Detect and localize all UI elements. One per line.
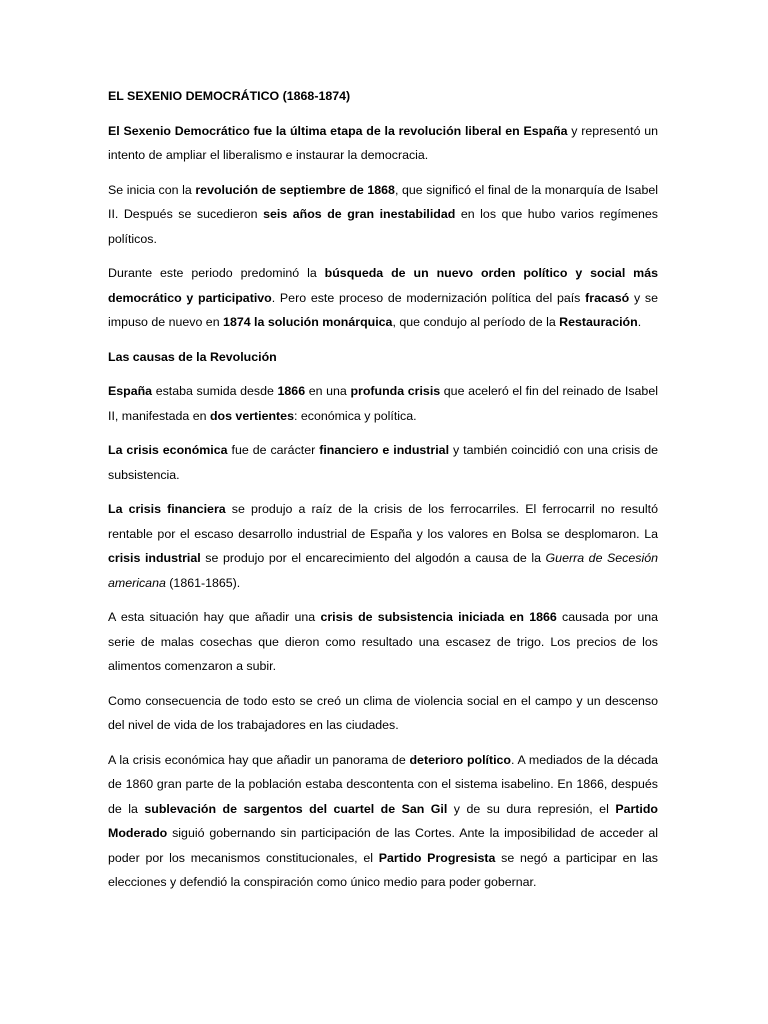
text-run: crisis industrial	[108, 551, 201, 565]
text-run: La crisis financiera	[108, 502, 226, 516]
text-run: en los que hubo varios regímenes políticos.	[108, 207, 658, 246]
text-run: España	[108, 384, 153, 398]
text-run: : económica y política.	[293, 408, 417, 423]
text-run: búsqueda de un nuevo orden político y social más democrático y participativo	[108, 266, 658, 305]
body-paragraph	[108, 119, 658, 168]
text-run: 1874 la solución monárquica	[223, 315, 393, 329]
body-paragraph	[108, 261, 658, 335]
body-paragraph	[108, 379, 658, 428]
body-paragraph	[108, 605, 658, 679]
body-paragraph	[108, 748, 658, 895]
text-run: 1866	[277, 384, 306, 398]
text-run: y de su dura represión, el	[447, 801, 616, 816]
text-run: y también coincidió con una crisis de subsistencia.	[108, 443, 658, 482]
document-page	[108, 84, 658, 905]
text-run: deterioro político	[409, 752, 512, 767]
text-run: Partido Moderado	[108, 801, 658, 840]
text-run: profunda crisis	[350, 384, 441, 398]
text-run: y se impuso de nuevo en	[108, 290, 658, 329]
document-title: EL SEXENIO DEMOCRÁTICO (1868-1874)	[108, 89, 351, 103]
text-run: La crisis económica	[108, 443, 228, 457]
text-run: Se inicia con la	[108, 182, 196, 197]
text-run: A esta situación hay que añadir una	[108, 610, 321, 624]
text-run: fue de carácter	[227, 443, 320, 457]
text-run: Guerra de Secesión americana	[108, 551, 658, 590]
text-run: sublevación de sargentos del cuartel de San Gil	[144, 801, 448, 816]
text-run: Restauración	[559, 315, 638, 329]
body-paragraph	[108, 438, 658, 487]
document-body	[108, 119, 658, 895]
text-run: que aceleró el fin del reinado de Isabel II, manifestada en	[108, 384, 658, 423]
text-run: financiero e industrial	[319, 443, 450, 457]
text-run: Como consecuencia de todo esto se creó un clima de violencia social en el campo y un descenso del nivel de vida de los trabajadores en las ciudades.	[108, 693, 658, 732]
text-run: causada por una serie de malas cosechas que dieron como resultado una escasez de trigo. Los precios de los alimentos comenzaron a subir.	[108, 610, 658, 673]
text-run: . Pero este proceso de modernización política del país	[271, 290, 586, 305]
text-run: A la crisis económica hay que añadir un panorama de	[108, 752, 410, 767]
text-run: Las causas de la Revolución	[108, 349, 277, 364]
text-run: Partido Progresista	[378, 850, 496, 865]
body-paragraph	[108, 497, 658, 595]
text-run: . A mediados de la década de 1860 gran parte de la población estaba descontenta con el sistema isabelino. En 1866, después de la	[108, 752, 658, 816]
text-run: .	[637, 315, 642, 329]
section-heading	[108, 345, 658, 370]
text-run: siguió gobernando sin participación de las Cortes. Ante la imposibilidad de acceder al poder por los mecanismos constitucionales, el	[108, 826, 658, 865]
text-run: (1861-1865).	[165, 575, 241, 590]
text-run: seis años de gran inestabilidad	[263, 207, 456, 221]
text-run: crisis de subsistencia iniciada en 1866	[320, 610, 557, 624]
text-run: , que significó el final de la monarquía de Isabel II. Después se sucedieron	[108, 182, 658, 221]
body-paragraph	[108, 689, 658, 738]
text-run: El Sexenio Democrático fue la última etapa de la revolución liberal en España	[108, 123, 568, 138]
text-run: revolución de septiembre de 1868	[195, 182, 395, 197]
text-run: se produjo por el encarecimiento del algodón a causa de la	[200, 551, 546, 565]
text-run: se negó a participar en las elecciones y defendió la conspiración como único medio para poder gobernar.	[108, 850, 659, 889]
text-run: Durante este periodo predominó la	[108, 266, 325, 280]
text-run: y representó un intento de ampliar el liberalismo e instaurar la democracia.	[108, 123, 658, 162]
text-run: en una	[305, 384, 351, 398]
text-run: fracasó	[585, 290, 630, 305]
text-run: , que condujo al período de la	[392, 315, 560, 329]
text-run: se produjo a raíz de la crisis de los ferrocarriles. El ferrocarril no resultó rentable por el escaso desarrollo industrial de España y los valores en Bolsa se desplomaron. La	[108, 502, 658, 541]
text-run: dos vertientes	[209, 408, 294, 423]
text-run: estaba sumida desde	[152, 384, 278, 398]
body-paragraph	[108, 178, 658, 252]
